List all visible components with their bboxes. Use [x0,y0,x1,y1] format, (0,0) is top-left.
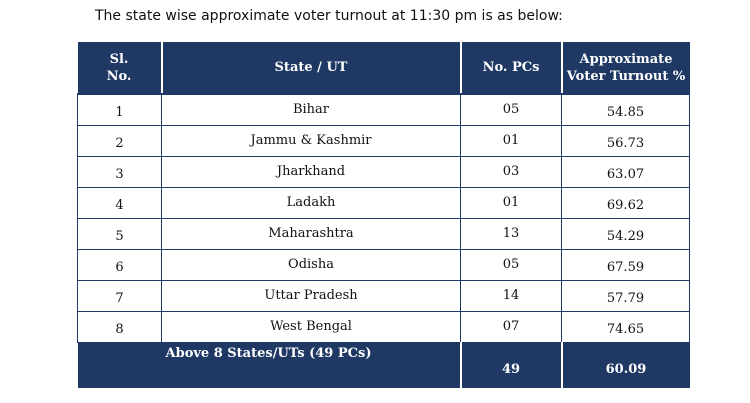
row-pcs: 03 [461,156,562,187]
header-turnout-line2: Voter Turnout % [566,68,686,84]
total-label: Above 8 States/UTs (49 PCs) [78,342,461,388]
row-turnout: 74.65 [562,311,690,342]
table-row [78,311,690,342]
total-pcs: 49 [461,342,562,388]
row-state: Jharkhand [162,156,461,187]
row-turnout: 63.07 [562,156,690,187]
row-turnout: 56.73 [562,125,690,156]
row-state: Jammu & Kashmir [162,125,461,156]
row-state: Odisha [162,249,461,280]
row-sl: 5 [78,218,162,249]
voter-turnout-table [77,42,690,388]
table-row [78,218,690,249]
row-sl: 7 [78,280,162,311]
row-sl: 4 [78,187,162,218]
row-sl: 2 [78,125,162,156]
table-total-row [78,342,690,388]
table-row [78,280,690,311]
row-pcs: 01 [461,125,562,156]
row-sl: 3 [78,156,162,187]
total-turnout: 60.09 [562,342,690,388]
row-pcs: 01 [461,187,562,218]
row-state: West Bengal [162,311,461,342]
table-row [78,187,690,218]
row-state: Uttar Pradesh [162,280,461,311]
header-sl-no-line1: Sl. [109,51,129,67]
table-row [78,249,690,280]
row-pcs: 13 [461,218,562,249]
row-state: Maharashtra [162,218,461,249]
row-sl: 8 [78,311,162,342]
row-sl: 6 [78,249,162,280]
row-turnout: 67.59 [562,249,690,280]
table-row [78,94,690,125]
header-sl-no [78,42,162,94]
row-pcs: 07 [461,311,562,342]
row-state: Bihar [162,94,461,125]
header-turnout-line1: Approximate [579,51,673,67]
row-turnout: 69.62 [562,187,690,218]
row-state: Ladakh [162,187,461,218]
row-sl: 1 [78,94,162,125]
row-turnout: 57.79 [562,280,690,311]
header-state: State / UT [162,42,461,94]
table-row [78,156,690,187]
table-row [78,125,690,156]
row-pcs: 05 [461,94,562,125]
row-pcs: 14 [461,280,562,311]
intro-text: The state wise approximate voter turnout at 11:30 pm is as below: [95,8,563,24]
row-turnout: 54.85 [562,94,690,125]
header-pcs: No. PCs [461,42,562,94]
row-turnout: 54.29 [562,218,690,249]
row-pcs: 05 [461,249,562,280]
header-sl-no-line2: No. [106,68,132,84]
header-turnout [562,42,690,94]
table-header-row [78,42,690,94]
